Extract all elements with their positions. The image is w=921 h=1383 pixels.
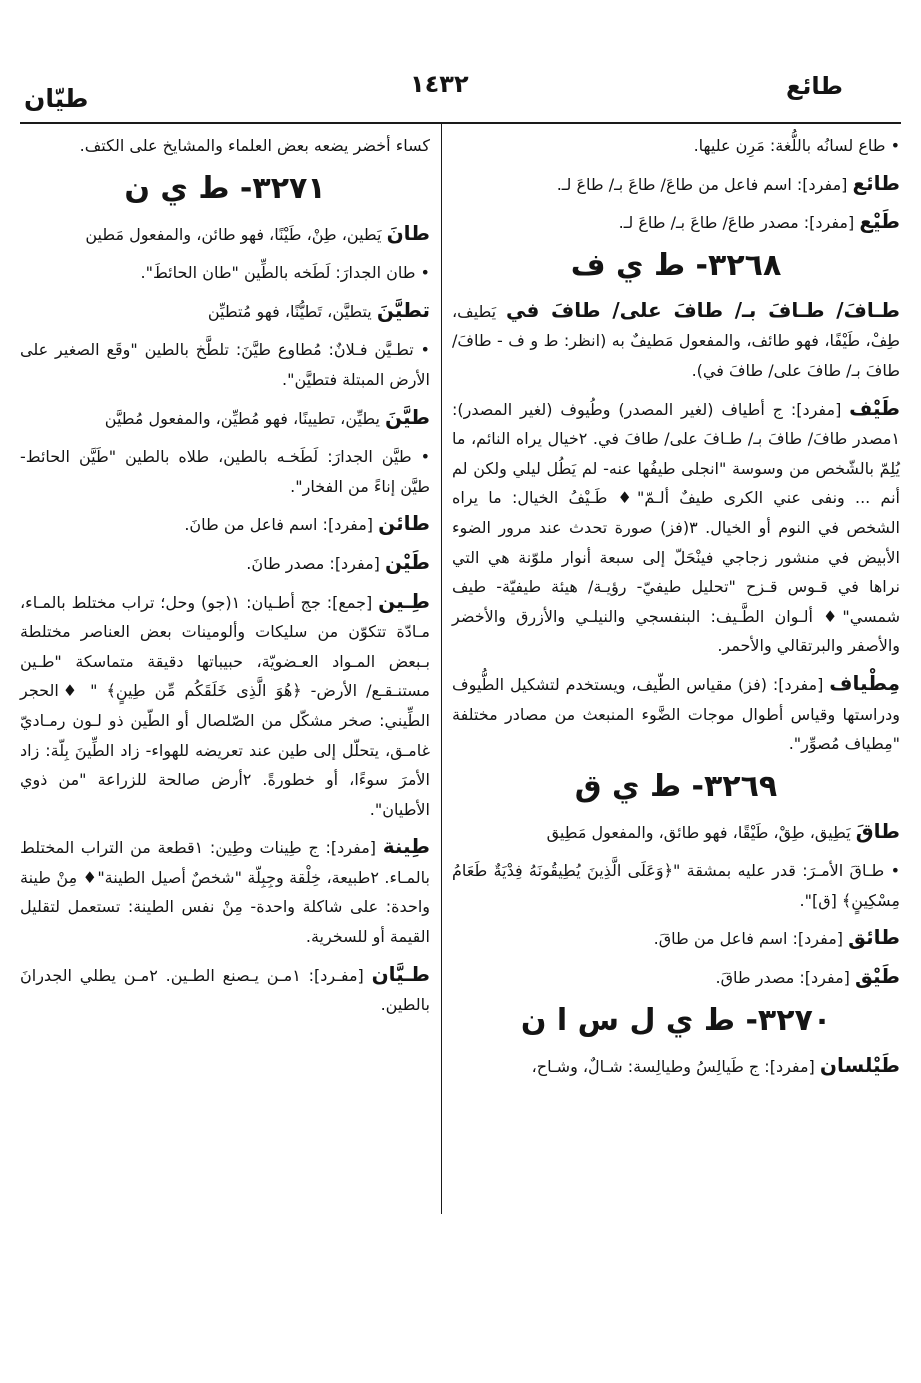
- root-heading: ٣٢٦٩- ط ي ق: [574, 768, 778, 804]
- dictionary-entry: طانَ يَطين، طِنْ، طَيْنًا، فهو طائن، والمفعول مَطين: [85, 220, 430, 245]
- page-header: [20, 70, 901, 118]
- right-column: [452, 130, 900, 1089]
- dictionary-entry: طـيَّان [مفـرد]: ١مـن يـصنع الطـين. ٢مـن يطلي الجدرانَ بالطين.: [20, 961, 431, 1015]
- page-number: ١٤٣٢: [410, 70, 469, 98]
- dictionary-entry: مِطْياف [مفرد]: (فز) مقياس الطّيف، ويستخدم لتشكيل الطُّيوف ودراستها وقياس أطوال موجات الضَّوء المنبعث من مصادر مختلفة "مِطياف مُصوِّر".: [452, 670, 900, 754]
- header-first-word: طائع: [785, 72, 843, 100]
- root-heading: ٣٢٧٠- ط ي ل س ا ن: [520, 1002, 832, 1038]
- dictionary-entry: طيَّنَ يطيِّن، تطيينًا، فهو مُطيِّن، والمفعول مُطيَّن: [104, 404, 430, 429]
- dictionary-entry: طائع [مفرد]: اسم فاعل من طاعَ/ طاعَ بـ/ طاعَ لـ.: [556, 170, 900, 195]
- dictionary-entry: طائن [مفرد]: اسم فاعل من طانَ.: [184, 511, 430, 536]
- column-divider: [441, 124, 442, 1214]
- dictionary-entry: • طاع لسانُه باللُّغة: مَرِن عليها.: [693, 136, 900, 155]
- dictionary-entry: • طـاقَ الأمـرَ: قدر عليه بمشقة "﴿وَعَلَى الَّذِينَ يُطِيقُونَهُ فِدْيَةٌ طَعَامُ مِسْكِينٍ﴾ [ق]".: [452, 861, 900, 910]
- dictionary-entry: طَيْن [مفرد]: مصدر طانَ.: [246, 549, 430, 574]
- dictionary-entry: طاقَ يَطِيق، طِقْ، طَيْقًا، فهو طائق، والمفعول مَطِيق: [546, 818, 900, 843]
- dictionary-entry: طـافَ/ طـافَ بـ/ طافَ على/ طافَ في يَطيف، طِفْ، طَيْفًا، فهو طائف، والمفعول مَطيفٌ به (انظر: ط و ف - طافَ/ طافَ بـ/ طافَ على/ طافَ في).: [452, 297, 900, 380]
- dictionary-entry: طائق [مفرد]: اسم فاعل من طاقَ.: [653, 925, 900, 950]
- dictionary-entry: طِينة [مفرد]: ج طِينات وطِين: ١قطعة من التراب المختلط بالمـاء. ٢طبيعة، خِلْقة وجِبِلّة "شخصٌ أصيل الطينة"♦ مِنْ طينة واحدة: على شاكلة واحدة- مِنْ نفس الطينة: تستعمل لتقليل القيمة أو للسخرية.: [20, 834, 430, 947]
- dictionary-entry: طَيْق [مفرد]: مصدر طاقَ.: [715, 964, 900, 989]
- dictionary-entry: • تطـيَّن فـلانٌ: مُطاوع طيَّنَ: تلطَّخ بالطين "وقَع الصغير على الأرض المبتلة فتطيَّن".: [20, 340, 430, 389]
- header-rule: [20, 122, 901, 124]
- root-heading: ٣٢٦٨- ط ي ف: [570, 247, 782, 283]
- dictionary-entry: • طيَّن الجدارَ: لَطَخـه بالطين، طلاه بالطين "طَيَّن الحائط- طيَّن إناءً من الفخار".: [20, 447, 430, 496]
- root-heading: ٣٢٧١- ط ي ن: [124, 170, 326, 206]
- left-column: [20, 130, 430, 1028]
- dictionary-entry: طِـين [جمع]: جج أطـيان: ١(جو) وحل؛ تراب مختلط بالمـاء، مـادّة تتكوّن من سليكات وألومينات بعض العناصر مختلطة بـبعض المـواد العـضويّة، حبيباتها دقيقة متماسكة "طـين مستنـقـع/ الأرض- ﴿هُوَ الَّذِى خَلَقَكُم مِّن طِينٍ﴾ " ♦الحجر الطِّيني: صخر مشكّل من الصّلصال أو الطّين ذو لـون رمـاديّ غامـق، يتحلّل إلى طين عند تعريضه للهواء- زاد الطِّينَ بِلّة: زاد الأمرَ سوءًا، أو خطورةً. ٢أرض صالحة للزراعة "من ذوي الأطيان".: [20, 588, 430, 819]
- dictionary-entry: • طان الجدارَ: لَطَخه بالطِّين "طان الحائطَ".: [140, 263, 430, 283]
- dictionary-entry: طَيْع [مفرد]: مصدر طاعَ/ طاعَ بـ/ طاعَ لـ.: [618, 209, 900, 234]
- dictionary-entry: تطيَّنَ يتطيَّن، تَطيُّنًا، فهو مُتطيِّن: [207, 297, 430, 322]
- dictionary-entry: كساء أخضر يضعه بعض العلماء والمشايخ على الكتف.: [79, 136, 430, 155]
- header-last-word: طيّان: [24, 84, 89, 113]
- dictionary-entry: طَيْف [مفرد]: ج أطياف (لغير المصدر) وطُيوف (لغير المصدر): ١مصدر طافَ/ طافَ بـ/ طـافَ على/ طافَ في. ٢خيال يراه النائم، ما يُلِمّ بالشّخص من وسوسة "انجلى طيفُها عنه- لم يَطُل ليلي ولكن لم أنم ... ونفى عني الكرى طيفٌ ألـمّ"♦ طَـيْفُ الخيال: ما يراه الشخص في النوم أو الخيال. ٣(فز) صورة تحدث عند مرور الضوء الأبيض في منشور زجاجي فينْحَلّ إلى سبعة أنوار ملوّنة هي التي نراها في قـوس قـزح "تحليل طيفيّ- رؤيـة/ هيئة طيفيّة- طيف شمسي"♦ ألـوان الطَّـيف: البنفسجي والنيلـي والأزرق والأخضر والأصفر والبرتقالي والأحمر.: [452, 395, 900, 656]
- dictionary-entry: طَيْلسان [مفرد]: ج طَيالِسُ وطيالِسة: شـالٌ، وشـاح،: [531, 1052, 900, 1077]
